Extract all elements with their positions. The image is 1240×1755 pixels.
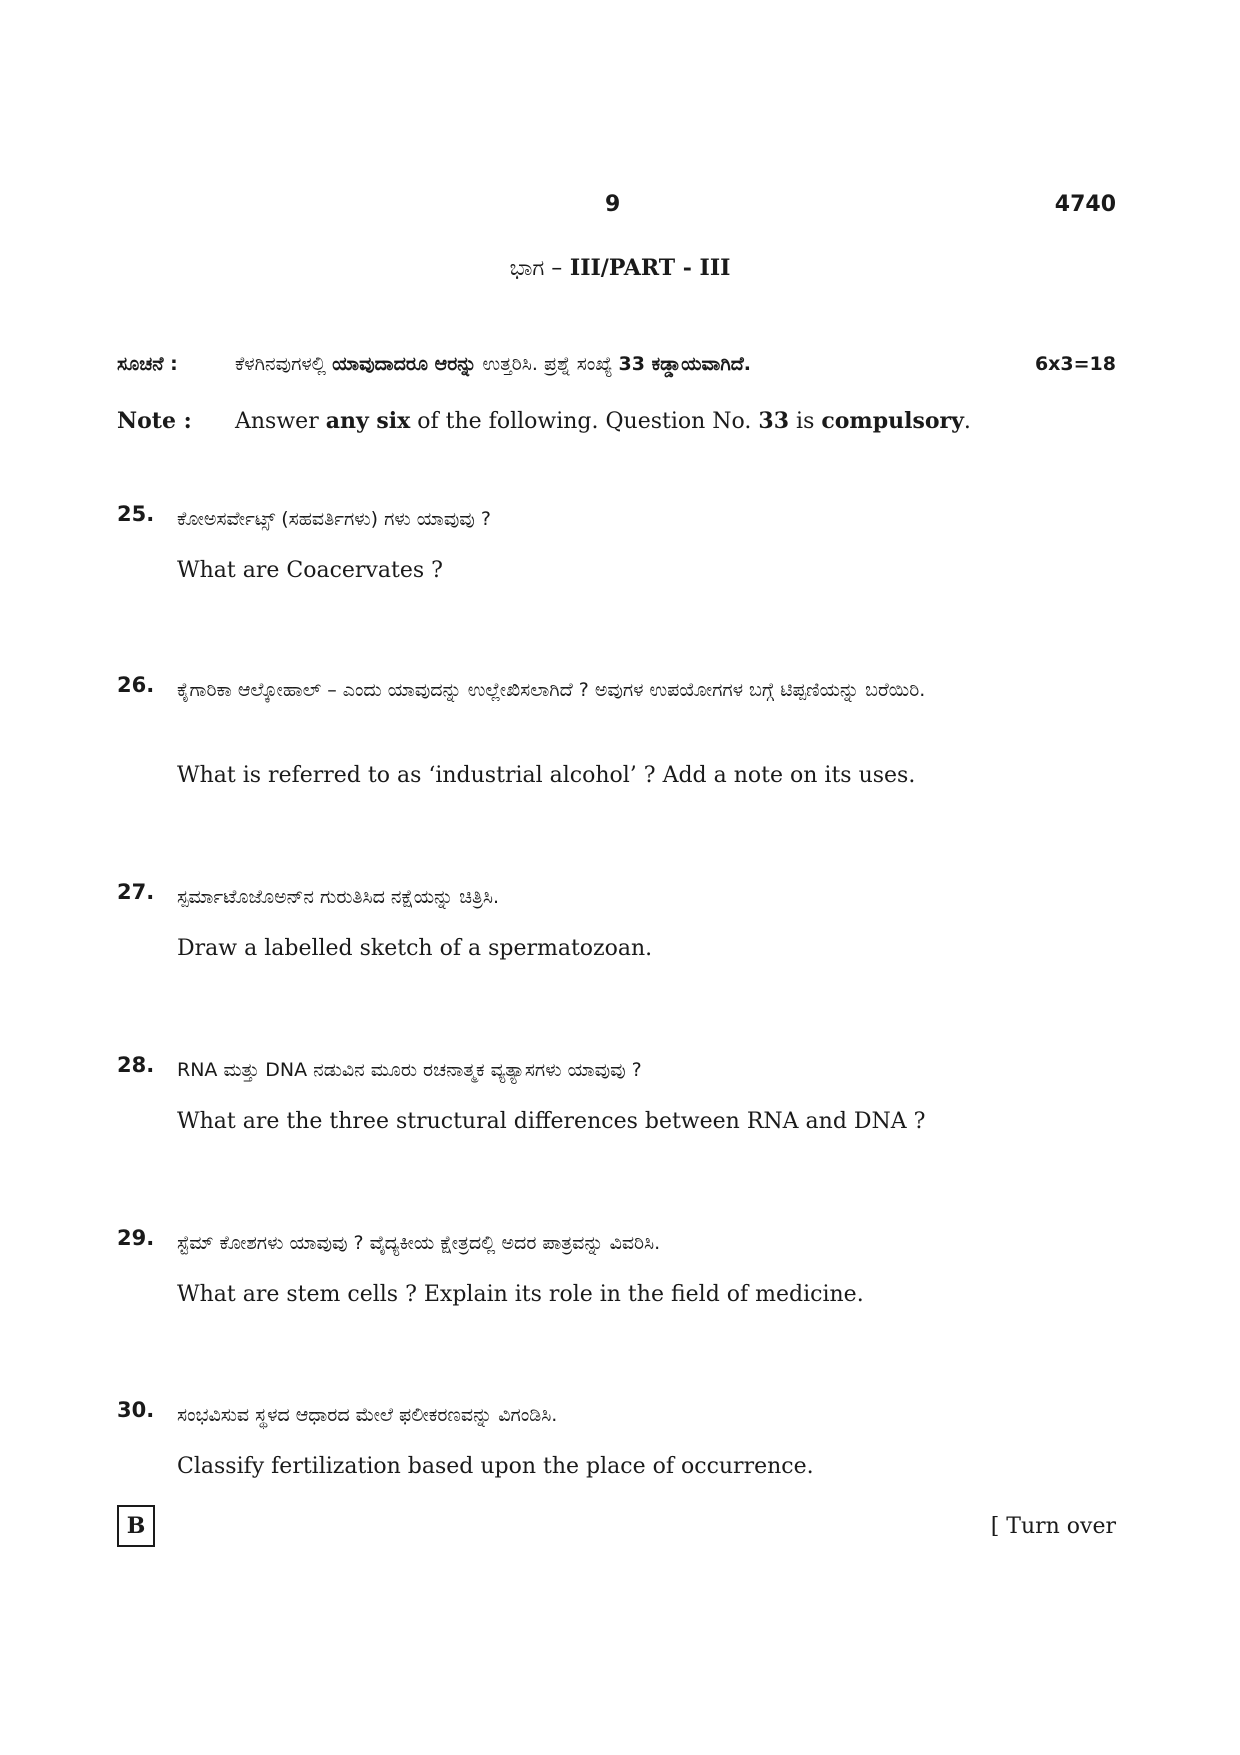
question-english: What are Coacervates ? xyxy=(177,558,443,583)
question-kannada: ಕೈಗಾರಿಕಾ ಆಲ್ಕೋಹಾಲ್ – ಎಂದು ಯಾವುದನ್ನು ಉಲ್ಲೇಖಿಸಲಾಗಿದೆ ? ಅವುಗಳ ಉಪಯೋಗಗಳ ಬಗ್ಗೆ ಟಿಪ್ಪಣಿಯನ್ನು ಬರೆಯಿರಿ. xyxy=(177,679,926,701)
question-number: 29. xyxy=(117,1226,155,1250)
question-number: 27. xyxy=(117,880,155,904)
question-english: What are stem cells ? Explain its role in the field of medicine. xyxy=(177,1282,864,1307)
instruction-english-mid: of the following. Question No. xyxy=(417,409,752,434)
instruction-english-bold-compulsory: compulsory xyxy=(821,408,964,434)
part-heading xyxy=(0,255,1240,281)
question-number: 28. xyxy=(117,1053,155,1077)
question-english: What is referred to as ‘industrial alcohol’ ? Add a note on its uses. xyxy=(177,763,916,788)
instruction-kannada-pre: ಕೆಳಗಿನವುಗಳಲ್ಲಿ xyxy=(235,353,327,375)
question-english: Draw a labelled sketch of a spermatozoan. xyxy=(177,936,653,961)
instruction-english-end: . xyxy=(963,409,971,434)
instruction-english-bold-number: 33 xyxy=(758,408,790,434)
booklet-code-box: B xyxy=(117,1505,155,1547)
instruction-english-pre: Answer xyxy=(235,409,319,434)
instruction-kannada-mid: ಉತ್ತರಿಸಿ. ಪ್ರಶ್ನೆ ಸಂಖ್ಯೆ xyxy=(482,353,613,375)
question-number: 30. xyxy=(117,1398,155,1422)
instruction-kannada-bold-any-six: ಯಾವುದಾದರೂ ಆರನ್ನು xyxy=(332,353,477,375)
question-kannada: ಸ್ಪರ್ಮಾಟೊಜೊಅನ್‌ನ ಗುರುತಿಸಿದ ನಕ್ಷೆಯನ್ನು ಚಿತ್ರಿಸಿ. xyxy=(177,886,500,908)
part-heading-kannada: ಭಾಗ – xyxy=(509,256,563,281)
question-number: 25. xyxy=(117,502,155,526)
question-number: 26. xyxy=(117,673,155,697)
question-english: Classify fertilization based upon the place of occurrence. xyxy=(177,1454,814,1479)
instruction-english-label: Note : xyxy=(117,408,192,434)
question-kannada: ಕೋಅಸರ್ವೇಟ್ಸ್ (ಸಹವರ್ತಿಗಳು) ಗಳು ಯಾವುವು ? xyxy=(177,508,491,530)
instruction-kannada-label: ಸೂಚನೆ : xyxy=(117,353,178,375)
instruction-kannada-bold-compulsory: 33 ಕಡ್ಡಾಯವಾಗಿದೆ. xyxy=(618,353,751,375)
question-kannada: RNA ಮತ್ತು DNA ನಡುವಿನ ಮೂರು ರಚನಾತ್ಮಕ ವ್ಯತ್ಯಾಸಗಳು ಯಾವುವು ? xyxy=(177,1059,642,1081)
instruction-english-text xyxy=(235,408,971,434)
part-heading-english: III/PART - III xyxy=(569,255,731,281)
question-kannada: ಸಂಭವಿಸುವ ಸ್ಥಳದ ಆಧಾರದ ಮೇಲೆ ಫಲೀಕರಣವನ್ನು ವಿಗಂಡಿಸಿ. xyxy=(177,1404,558,1426)
page-number: 9 xyxy=(605,192,621,217)
instruction-english-bold-any-six: any six xyxy=(325,408,411,434)
instruction-kannada-text xyxy=(235,353,751,375)
question-kannada: ಸ್ಟೆಮ್ ಕೋಶಗಳು ಯಾವುವು ? ವೈದ್ಯಕೀಯ ಕ್ಷೇತ್ರದಲ್ಲಿ ಅದರ ಪಾತ್ರವನ್ನು ವಿವರಿಸಿ. xyxy=(177,1232,661,1254)
turn-over-note: [ Turn over xyxy=(990,1514,1116,1539)
marks-scheme: 6x3=18 xyxy=(1034,353,1116,375)
instruction-english-is: is xyxy=(796,409,815,434)
paper-code: 4740 xyxy=(1054,192,1116,217)
question-english: What are the three structural differences between RNA and DNA ? xyxy=(177,1109,926,1134)
